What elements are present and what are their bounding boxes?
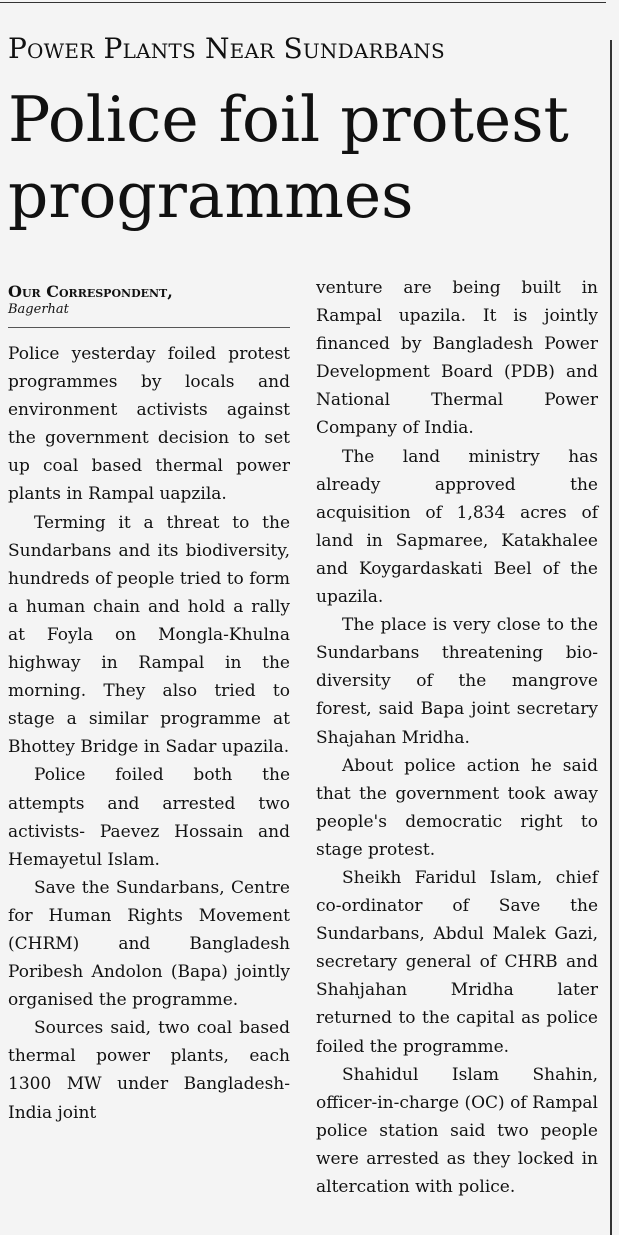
- column-rule: [610, 40, 612, 1235]
- byline-name: Our Correspondent,: [8, 282, 173, 301]
- byline-place: Bagerhat: [8, 302, 69, 317]
- paragraph: Shahidul Islam Shahin, officer-in-charge (OC) of Rampal police station said two people were arrested as they locked in altercation with police.: [316, 1064, 598, 1197]
- byline: [8, 282, 290, 318]
- top-rule: [0, 2, 606, 3]
- paragraph: The place is very close to the Sundarbans threatening bio-diversity of the mangrove forest, said Bapa joint secretary Shajahan Mridha.: [316, 615, 598, 748]
- headline: Police foil protest programmes: [8, 83, 569, 232]
- paragraph: Sources said, two coal based thermal power plants, each 1300 MW under Bangladesh-India joint: [8, 1018, 290, 1123]
- left-column: [8, 340, 290, 1127]
- paragraph: Police foiled both the attempts and arrested two activists- Paevez Hossain and Hemayetul Islam.: [8, 765, 290, 870]
- paragraph: Save the Sundarbans, Centre for Human Rights Movement (CHRM) and Bangladesh Poribesh Andolon (Bapa) jointly organised the programme.: [8, 877, 290, 1011]
- paragraph: venture are being built in Rampal upazila. It is jointly financed by Bangladesh Power Development Board (PDB) and National Thermal Power Company of India.: [316, 278, 598, 439]
- kicker: Power Plants Near Sundarbans: [8, 32, 445, 65]
- byline-rule: [8, 327, 290, 328]
- paragraph: Police yesterday foiled protest programmes by locals and environment activists against the government decision to set up coal based thermal power plants in Rampal uapzila.: [8, 344, 290, 505]
- paragraph: Terming it a threat to the Sundarbans and its biodiversity, hundreds of people tried to form a human chain and hold a rally at Foyla on Mongla-Khulna highway in Rampal in the morning. They also tried to stage a similar programme at Bhottey Bridge in Sadar upazila.: [8, 512, 290, 758]
- paragraph: The land ministry has already approved the acquisition of 1,834 acres of land in Sapmaree, Katakhalee and Koygardaskati Beel of the upazila.: [316, 446, 598, 608]
- paragraph: About police action he said that the government took away people's democratic right to stage protest.: [316, 755, 598, 860]
- paragraph: Sheikh Faridul Islam, chief co-ordinator of Save the Sundarbans, Abdul Malek Gazi, secretary general of CHRB and Shahjahan Mridha later returned to the capital as police foiled the programme.: [316, 867, 598, 1057]
- right-column: [316, 274, 598, 1201]
